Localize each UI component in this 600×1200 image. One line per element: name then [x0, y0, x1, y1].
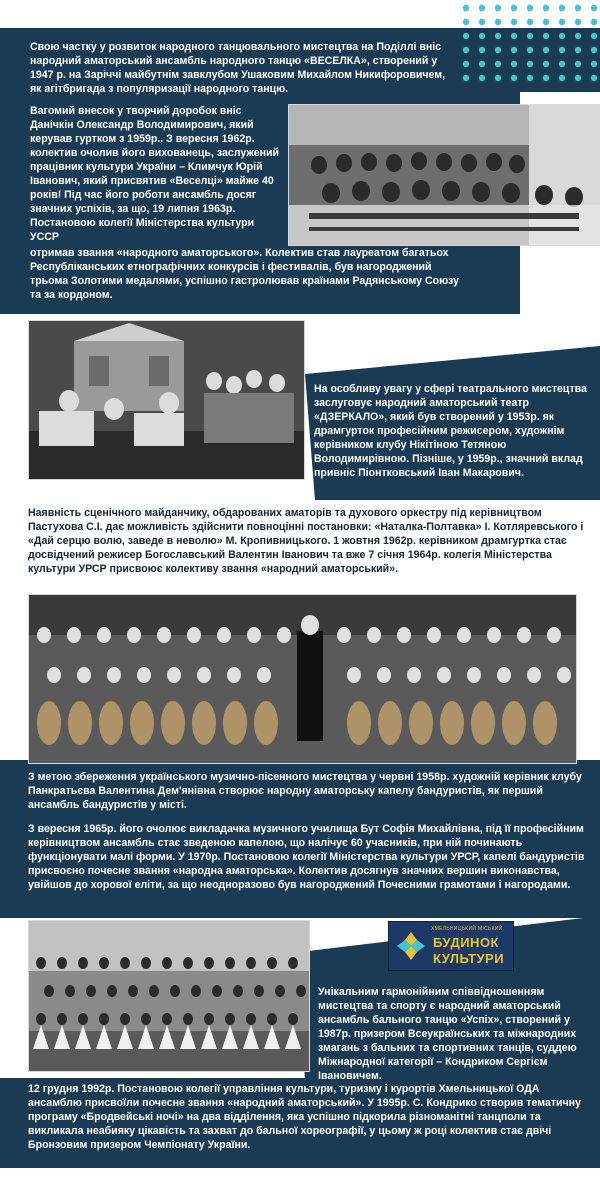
decorative-dot [495, 75, 501, 81]
dancer-silhouette [170, 985, 180, 997]
dancer-silhouette [212, 985, 222, 997]
dancer-silhouette [128, 985, 138, 997]
performer-silhouette [167, 667, 181, 683]
decorative-dot [495, 19, 501, 25]
bandura-ensemble-photo [28, 594, 577, 764]
decorative-dot [591, 47, 597, 53]
performer-silhouette [467, 667, 481, 683]
performer-silhouette [277, 627, 291, 643]
decorative-dot [479, 61, 485, 67]
dot-pattern-decoration [458, 0, 600, 92]
veselka-history-top: Вагомий внесок у творчий доробок вніс Данічкін Олександр Володимирович, який керував гуртком з 1959р.. З вересня 1962р. колектив очолив його вихованець, заслужений працівник культури України – Климчук Юрій Іванович, який присвятив «Веселці» майже 40 років! Під час його роботи ансамбль досяг значних успіхів, за що, 19 липня 1963р. Постановою колегії Міністерства культури УССР [30, 105, 280, 243]
performer-silhouette [37, 627, 51, 643]
dancer-silhouette [225, 1013, 235, 1025]
dancer-silhouette [57, 1013, 67, 1025]
ornament-logo-icon [395, 930, 427, 962]
bandura-instrument [68, 701, 92, 745]
decorative-dot [495, 47, 501, 53]
performer-silhouette [527, 667, 541, 683]
performer-silhouette [247, 627, 261, 643]
dancer-silhouette [296, 985, 306, 997]
dancer-silhouette [204, 1013, 214, 1025]
dancer-silhouette [191, 985, 201, 997]
performer-silhouette [497, 667, 511, 683]
decorative-dot [591, 19, 597, 25]
dzerkalo-theatre-text: На особливу увагу у сфері театрального мистецтва заслуговує народний аматорський театр «ДЗЕРКАЛО», який був створений у 1953р. як драмгурток професійним режисером, художнім керівником клубу Нікітіною Тетяною Володимирівною. Пізніше, у 1959р., значний вклад привніс Піонтковський Іван Макарович. [314, 383, 587, 479]
palace-of-culture-logo [388, 921, 514, 971]
stage-text: Наявність сценічного майданчику, обдарованих аматорів та духового оркестру під керівництвом Пастухова С.І. дає можливість здійснити повноцінні постановки: «Наталка-Полтавка» І. Котляревського і «Дай серцю волю, заведе в неволю» М. Кропивницького. 1 жовтня 1962р. керівником драмгуртка стає досвідчений режисер Богославський Валентин Іванович та вже 7 січня 1964р. колегія Міністерства культури УРСР присвоює колективу звання «народний аматорський». [28, 507, 584, 575]
decorative-dot [479, 47, 485, 53]
dancer-silhouette [162, 1013, 172, 1025]
dancer-silhouette [36, 957, 46, 969]
performer-silhouette [517, 627, 531, 643]
decorative-dot [511, 47, 517, 53]
decorative-dot [463, 5, 469, 11]
decorative-dot [575, 47, 581, 53]
dancer-silhouette [225, 957, 235, 969]
dancer-silhouette [204, 957, 214, 969]
dancer-silhouette [78, 957, 88, 969]
bandura-instrument [471, 701, 495, 745]
performer-silhouette [157, 627, 171, 643]
decorative-dot [511, 33, 517, 39]
decorative-dot [559, 5, 565, 11]
uspikh-history-text: 12 грудня 1992р. Постановою колегії управління культури, туризму і курортів Хмельницької ОДА ансамблю присвоїли почесне звання «народний аматорський». У 1995р. С. Кондрико створив тематичну програму «Бродвейські ночі» на два відділення, яка успішно підкорила різноманітні танцполи та викликала неабияку цікавість та захват до бальної хореографії, у цьому ж році колектив стає двічі Бронзовим призером Чемпіонату України. [28, 1083, 581, 1151]
performer-silhouette [67, 627, 81, 643]
decorative-dot [591, 61, 597, 67]
dancer-silhouette [86, 985, 96, 997]
dzerkalo-theatre-photo [28, 320, 305, 480]
performer-silhouette [547, 627, 561, 643]
dancer-silhouette [120, 1013, 130, 1025]
performer-silhouette [397, 627, 411, 643]
bandura-founding-text: З метою збереження українського музично-пісенного мистецтва у червні 1958р. художній керівник клубу Панкратьєва Валентина Дем'янівна створює народну аматорську капелу бандуристів, як перший ансамбль бандуристів у місті. [28, 771, 582, 811]
decorative-dot [591, 33, 597, 39]
decorative-dot [559, 19, 565, 25]
bandura-instrument [409, 701, 433, 745]
decorative-dot [575, 61, 581, 67]
dancer-silhouette [65, 985, 75, 997]
dancer-silhouette [141, 1013, 151, 1025]
performer-silhouette [77, 667, 91, 683]
performer-silhouette [257, 667, 271, 683]
bandura-instrument [502, 701, 526, 745]
dancer-silhouette [288, 1013, 298, 1025]
dancer-silhouette [246, 957, 256, 969]
dancer-silhouette [275, 985, 285, 997]
performer-silhouette [377, 667, 391, 683]
decorative-dot [479, 75, 485, 81]
performer-silhouette [197, 667, 211, 683]
decorative-dot [479, 19, 485, 25]
performer-silhouette [227, 667, 241, 683]
decorative-dot [511, 19, 517, 25]
decorative-dot [575, 33, 581, 39]
veselka-intro: Свою частку у розвиток народного танцювального мистецтва на Поділлі вніс народний аматорський ансамбль народного танцю «ВЕСЕЛКА», створений у 1947 р. на Заріччі майбутнім завклубом Ушаковим Михайлом Никифоровичем, як агітбригада з популяризації народного танцю. [30, 41, 446, 95]
bandura-instrument [161, 701, 185, 745]
decorative-dot [591, 75, 597, 81]
decorative-dot [543, 75, 549, 81]
decorative-dot [543, 19, 549, 25]
dancer-silhouette [162, 957, 172, 969]
decorative-dot [527, 5, 533, 11]
decorative-dot [543, 5, 549, 11]
performer-silhouette [367, 627, 381, 643]
performer-silhouette [557, 667, 571, 683]
performer-silhouette [97, 627, 111, 643]
uspikh-dance-text: Унікальним гармонійним співвідношенням мистецтва та спорту є народний аматорський ансамбль бального танцю «Успіх», створений у 1987р. призером Всеукраїнських та міжнародних змагань з бальних та спортивних танців, суддею Міжнародної категорії – Кондриком Сергієм Івановичем. [318, 986, 577, 1082]
bandura-instrument [192, 701, 216, 745]
dancer-silhouette [57, 957, 67, 969]
decorative-dot [559, 75, 565, 81]
decorative-dot [495, 5, 501, 11]
dancer-silhouette [99, 1013, 109, 1025]
veselka-ensemble-photo [288, 104, 600, 246]
performer-silhouette [407, 667, 421, 683]
performer-silhouette [427, 627, 441, 643]
decorative-dot [479, 5, 485, 11]
logo-line-1: БУДИНОК [433, 935, 499, 950]
performer-silhouette [217, 627, 231, 643]
bandura-history-text: З вересня 1965р. його очолює викладачка музичного училища Бут Софія Михайлівна, під її професійним керівництвом ансамбль стає зведеною капелою, що налічує 60 учасників, при ній починають функціонувати малі форми. У 1970р. Постановою колегії Міністерства культури УРСР, капелі бандуристів присвоєно почесне звання «народна аматорська». Колектив досягнув значних вершин виконавства, увійшов до хорової еліти, за що неодноразово був нагороджений Почесними грамотами і нагородами. [28, 823, 585, 891]
dancer-silhouette [44, 985, 54, 997]
performer-silhouette [127, 627, 141, 643]
decorative-dot [543, 33, 549, 39]
decorative-dot [527, 19, 533, 25]
decorative-dot [463, 33, 469, 39]
decorative-dot [559, 33, 565, 39]
dancer-silhouette [254, 985, 264, 997]
decorative-dot [543, 61, 549, 67]
bandura-instrument [254, 701, 278, 745]
performer-silhouette [47, 667, 61, 683]
decorative-dot [575, 19, 581, 25]
dancer-silhouette [107, 985, 117, 997]
dancer-silhouette [246, 1013, 256, 1025]
dancer-silhouette [183, 957, 193, 969]
dancer-silhouette [288, 957, 298, 969]
bandura-instrument [130, 701, 154, 745]
dancer-silhouette [183, 1013, 193, 1025]
dancer-silhouette [36, 1013, 46, 1025]
performer-silhouette [107, 667, 121, 683]
performer-silhouette [337, 627, 351, 643]
performer-silhouette [137, 667, 151, 683]
bandura-instrument [223, 701, 247, 745]
decorative-dot [479, 33, 485, 39]
dancer-silhouette [233, 985, 243, 997]
dancer-silhouette [149, 985, 159, 997]
decorative-dot [527, 61, 533, 67]
dancer-silhouette [120, 957, 130, 969]
performer-silhouette [437, 667, 451, 683]
decorative-dot [527, 33, 533, 39]
bandura-instrument [37, 701, 61, 745]
decorative-dot [559, 61, 565, 67]
decorative-dot [575, 75, 581, 81]
bandura-instrument [347, 701, 371, 745]
decorative-dot [575, 5, 581, 11]
logo-tagline: ХМЕЛЬНИЦЬКИЙ МІСЬКИЙ [431, 926, 503, 932]
bandura-instrument [99, 701, 123, 745]
performer-silhouette [487, 627, 501, 643]
decorative-dot [463, 19, 469, 25]
decorative-dot [511, 5, 517, 11]
decorative-dot [463, 61, 469, 67]
dancer-silhouette [267, 1013, 277, 1025]
decorative-dot [591, 5, 597, 11]
performer-silhouette [457, 627, 471, 643]
dancer-silhouette [267, 957, 277, 969]
bandura-instrument [440, 701, 464, 745]
decorative-dot [463, 47, 469, 53]
decorative-dot [527, 75, 533, 81]
performer-silhouette [187, 627, 201, 643]
decorative-dot [543, 47, 549, 53]
decorative-dot [495, 61, 501, 67]
decorative-dot [527, 47, 533, 53]
decorative-dot [495, 33, 501, 39]
dancer-silhouette [141, 957, 151, 969]
veselka-history-bottom: отримав звання «народного аматорського». Колектив став лауреатом багатьох Республіканських етнографічних конкурсів і фестивалів, був нагороджений трьома Золотими медалями, успішно гастролював країнами Радянському Союзу та за кордоном. [30, 247, 460, 301]
dancer-silhouette [99, 957, 109, 969]
decorative-dot [463, 75, 469, 81]
logo-line-2: КУЛЬТУРИ [433, 951, 505, 966]
uspikh-ballroom-photo [28, 920, 310, 1072]
bandura-instrument [533, 701, 557, 745]
dancer-silhouette [78, 1013, 88, 1025]
decorative-dot [511, 75, 517, 81]
decorative-dot [559, 47, 565, 53]
decorative-dot [511, 61, 517, 67]
bandura-instrument [378, 701, 402, 745]
performer-silhouette [347, 667, 361, 683]
